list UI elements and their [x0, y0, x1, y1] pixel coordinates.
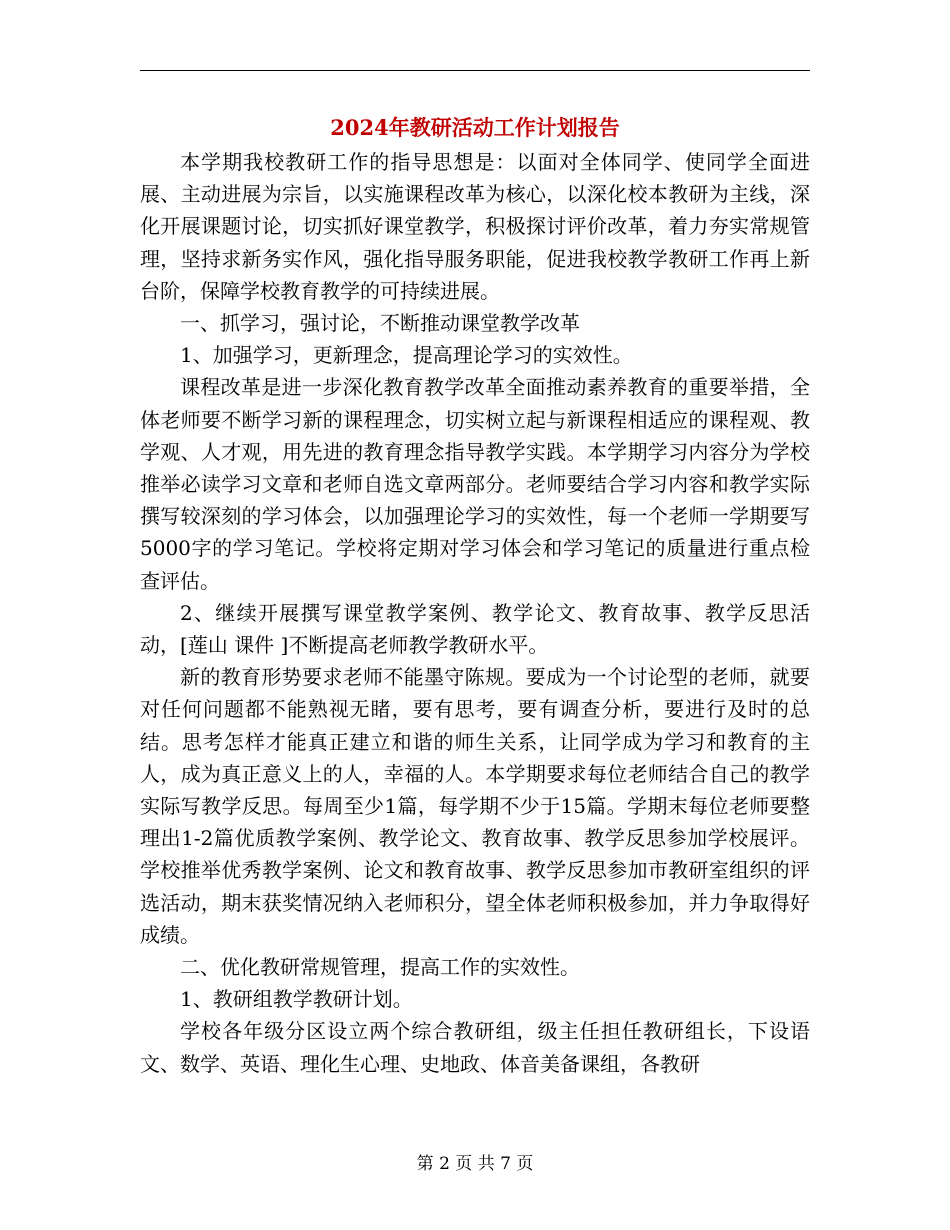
subsection-heading-2-1: 1、教研组教学教研计划。: [180, 987, 413, 1012]
page-number-footer: 第 2 页 共 7 页: [416, 1154, 534, 1174]
document-body: [140, 146, 810, 1080]
header-rule: [140, 70, 810, 71]
paragraph-curriculum-reform: 课程改革是进一步深化教育教学改革全面推动素养教育的重要举措，全体老师要不断学习新的课程理念，切实树立起与新课程相适应的课程观、教学观、人才观，用先进的教育理念指导教学实践。本学期学习内容分为学校推举必读学习文章和老师自选文章两部分。老师要结合学习内容和教学实际撰写较深刻的学习体会，以加强理论学习的实效性，每一个老师一学期要写5000字的学习笔记。学校将定期对学习体会和学习笔记的质量进行重点检查评估。: [140, 375, 810, 593]
subsection-heading-1-2: 2、继续开展撰写课堂教学案例、教学论文、教育故事、教学反思活动，[莲山 课件 ]不断提高老师教学教研水平。: [140, 600, 810, 658]
paragraph-research-groups: 学校各年级分区设立两个综合教研组，级主任担任教研组长，下设语文、数学、英语、理化生心理、史地政、体音美备课组，各教研: [140, 1019, 810, 1076]
subsection-heading-1-1: 1、加强学习，更新理念，提高理论学习的实效性。: [180, 343, 633, 368]
paragraph-new-education-situation: 新的教育形势要求老师不能墨守陈规。要成为一个讨论型的老师，就要对任何问题都不能熟视无睹，要有思考，要有调查分析，要进行及时的总结。思考怎样才能真正建立和谐的师生关系，让同学成为学习和教育的主人，成为真正意义上的人，幸福的人。本学期要求每位老师结合自己的教学实际写教学反思。每周至少1篇，每学期不少于15篇。学期末每位老师要整理出1-2篇优质教学案例、教学论文、教育故事、教学反思参加学校展评。学校推举优秀教学案例、论文和教育故事、教学反思参加市教研室组织的评选活动，期末获奖情况纳入老师积分，望全体老师积极参加，并力争取得好成绩。: [140, 665, 810, 947]
section-heading-2: 二、优化教研常规管理，提高工作的实效性。: [180, 955, 580, 980]
document-title: 2024年教研活动工作计划报告: [330, 115, 620, 140]
paragraph-guiding-ideology: 本学期我校教研工作的指导思想是：以面对全体同学、使同学全面进展、主动进展为宗旨，以实施课程改革为核心，以深化校本教研为主线，深化开展课题讨论，切实抓好课堂教学，积极探讨评价改革，着力夯实常规管理，坚持求新务实作风，强化指导服务职能，促进我校教学教研工作再上新台阶，保障学校教育教学的可持续进展。: [140, 150, 810, 303]
section-heading-1: 一、抓学习，强讨论，不断推动课堂教学改革: [180, 311, 580, 336]
